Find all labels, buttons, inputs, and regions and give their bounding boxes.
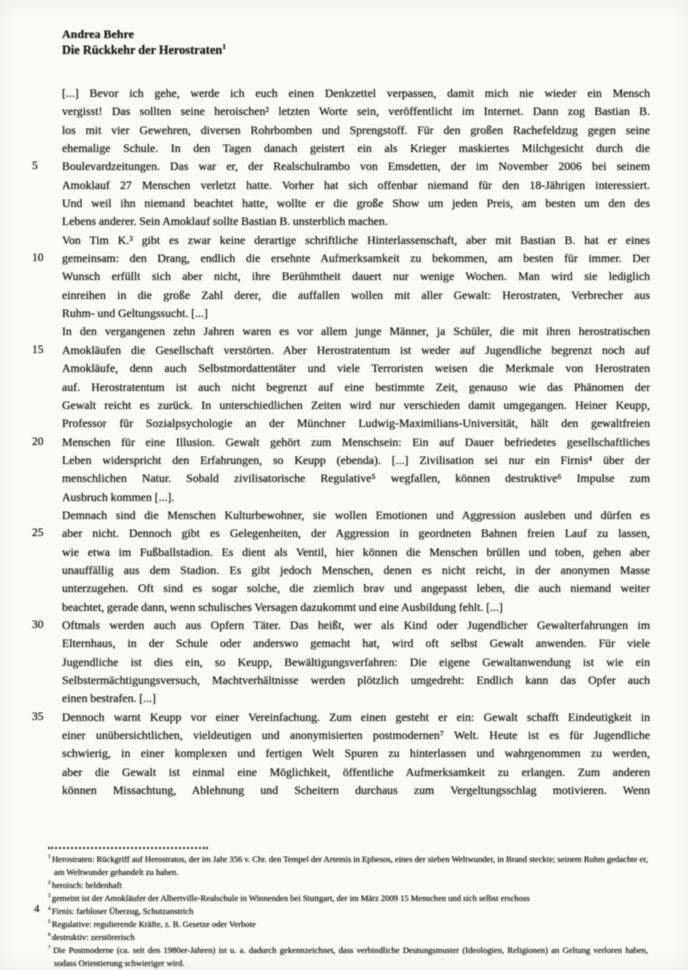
text-line-content: schwierig, in einer komplexen und fertigen Welt Spuren zu hinterlassen und wahrgenommen zu werden,	[62, 746, 650, 761]
text-line-content: Leben widerspricht den Erfahrungen, so Keupp (ebenda). [...] Zivilisation sei nur ein Firnis⁴ über der	[62, 452, 650, 467]
footnote-marker: 4	[48, 906, 52, 913]
text-line	[62, 414, 650, 432]
text-line	[62, 396, 650, 414]
author-name: Andrea Behre	[62, 27, 134, 41]
text-line-content: Ruhm- und Geltungssucht. [...]	[62, 306, 208, 321]
text-line-content: Ausbruch kommen [...].	[62, 489, 175, 504]
text-line-content: Menschen für eine Illusion. Gewalt gehört zum Menschsein: Ein auf Dauer befriedetes gesellschaftliches	[62, 434, 650, 449]
text-line-content: einen bestrafen. [...]	[62, 691, 156, 706]
footnote-item	[48, 944, 648, 970]
title-block	[62, 27, 226, 58]
line-number: 15	[32, 343, 44, 356]
text-line	[62, 102, 650, 120]
text-line	[62, 579, 650, 597]
text-line-content: Amoklauf 27 Menschen verletzt hatte. Vorher hat sich offenbar niemand für den 18-Jährigen interessiert.	[62, 177, 650, 192]
text-line-content: gemeinsam: den Drang, endlich die ersehnte Aufmerksamkeit zu bekommen, am besten für immer. Der	[62, 251, 650, 266]
text-line	[62, 286, 650, 304]
text-line-content: Jugendliche ist dies ein, so Keupp, Bewältigungsverfahren: Die eigene Gewaltanwendung ist wie ein	[62, 654, 650, 669]
text-line	[62, 359, 650, 377]
text-line	[32, 524, 650, 542]
text-line-content: unauffällig aus dem Stadion. Es gibt jedoch Menschen, denen es nicht reicht, in der anonymen Masse	[62, 562, 650, 577]
text-line	[62, 689, 650, 707]
text-line-content: Lebens anderer. Sein Amoklauf sollte Bastian B. unsterblich machen.	[62, 214, 388, 229]
text-line	[62, 121, 650, 139]
page-title-text: Die Rückkehr der Herostraten	[62, 43, 223, 57]
footnote-marker: 7	[48, 945, 54, 952]
footnote-separator	[48, 847, 208, 851]
text-line	[62, 231, 650, 249]
footnote-marker: 2	[48, 880, 52, 887]
text-line-content: Wunsch erfüllt sich aber nicht, ihre Berühmtheit dauert nur wenige Wochen. Man wird sie lediglich	[62, 269, 650, 284]
text-line	[62, 653, 650, 671]
text-line-content: Von Tim K.³ gibt es zwar keine derartige schriftliche Hinterlassenschaft, aber mit Bastian B. hat er eines	[62, 232, 650, 247]
text-line	[62, 451, 650, 469]
text-line-content: ehemalige Schule. In den Tagen danach geistert ein als Krieger maskiertes Milchgesicht durch die	[62, 141, 650, 156]
text-line	[32, 341, 650, 359]
text-line-content: Amokläufe, denn auch Selbstmordattentäter und viele Terroristen weisen die Merkmale von Herostraten	[62, 361, 650, 376]
text-line	[62, 267, 650, 285]
line-number: 25	[32, 527, 44, 540]
text-line	[62, 763, 650, 781]
page-title	[62, 42, 226, 58]
text-line-content: unterzugehen. Oft sind es sogar solche, die ziemlich brav und angepasst leben, die auch niemand weiter	[62, 581, 650, 596]
text-line-content: In den vergangenen zehn Jahren waren es vor allem junge Männer, ja Schüler, die mit ihren herostratischen	[62, 324, 650, 339]
footnote-marker: 3	[48, 893, 52, 900]
text-line-content: aber nicht. Dennoch gibt es Gelegenheiten, der Aggression in geordneten Bahnen freien Lauf zu lassen,	[62, 526, 650, 541]
footnote-text: Regulative: regulierende Kräfte, z. B. Gesetze oder Verbote	[51, 919, 256, 929]
footnote-text: destruktiv: zerstörerisch	[51, 932, 135, 942]
text-line	[62, 726, 650, 744]
text-line	[62, 378, 650, 396]
text-line-content: Professor für Sozialpsychologie an der Münchner Ludwig-Maximilians-Universität, hält den gewaltfreien	[62, 416, 650, 431]
text-line-content: einreihen in die große Zahl derer, die auffallen wollen mit aller Gewalt: Herostraten, Verbrecher aus	[62, 287, 650, 302]
text-line-content: Dennoch warnt Keupp vor einer Vereinfachung. Zum einen gesteht er ein: Gewalt schafft Eindeutigkeit in	[62, 709, 650, 724]
text-line	[32, 616, 650, 634]
body-text	[32, 84, 650, 799]
line-number: 5	[32, 160, 38, 173]
line-number: 10	[32, 252, 44, 265]
footnote-marker: 6	[48, 932, 52, 939]
text-line	[62, 561, 650, 579]
footnote-margin-number: 4	[34, 903, 40, 915]
text-line	[62, 322, 650, 340]
text-line	[62, 671, 650, 689]
text-line-content: Boulevardzeitungen. Das war er, der Realschulrambo von Emsdetten, der im November 2006 bei seinem	[62, 159, 650, 174]
line-number: 20	[32, 435, 44, 448]
text-line	[62, 634, 650, 652]
text-line-content: auf. Herostratentum ist auch nicht begrenzt auf eine bestimmte Zeit, genauso wie das Phänomen der	[62, 379, 650, 394]
line-number: 35	[32, 710, 44, 723]
footnote-item	[48, 905, 648, 918]
text-line	[62, 194, 650, 212]
text-line-content: Elternhaus, in der Schule oder anderswo gemacht hat, wird oft selbst Gewalt anwenden. Für viele	[62, 636, 650, 651]
text-line	[62, 598, 650, 616]
text-line	[32, 249, 650, 267]
footnote-marker: 1	[48, 854, 52, 861]
text-line-content: Selbstermächtigungsversuch, Machtverhältnisse werden plötzlich umgedreht: Endlich kann das Opfer auch	[62, 673, 650, 687]
text-line	[62, 488, 650, 506]
text-line-content: Und weil ihn niemand beachtet hatte, wollte er die große Show um jeden Preis, am besten um den des	[62, 196, 650, 211]
text-line	[32, 433, 650, 451]
footnote-text: Herostraten: Rückgriff auf Herostratos, der im Jahr 356 v. Chr. den Tempel der Artemis in Ephesos, eines der sieben Weltwunder, in Brand steckte; seinem Ruhm gedachte er, am Weltwunder gehandelt zu haben.	[51, 854, 648, 877]
text-line-content: Gewalt reicht es zurück. In unterschiedlichen Zeiten wird nur verschieden damit umgegangen. Heiner Keupp,	[62, 397, 650, 412]
title-footnote-marker: 1	[222, 41, 226, 51]
text-line	[62, 212, 650, 230]
footnote-item	[48, 879, 648, 892]
text-line-content: los mit vier Gewehren, diversen Rohrbomben und Sprengstoff. Für den großen Rachefeldzug gegen seine	[62, 122, 650, 137]
text-line-content: aber die Gewalt ist einmal eine Möglichkeit, öffentliche Aufmerksamkeit zu erlangen. Zum anderen	[62, 764, 650, 779]
text-line-content: einer unübersichtlichen, vieldeutigen und anonymisierten postmodernen⁷ Welt. Heute ist es für Jugendliche	[62, 728, 650, 743]
footnote-text: Die Postmoderne (ca. seit den 1980er-Jahren) ist u. a. dadurch gekennzeichnet, dass verbindliche Deutungsmuster (Ideologien, Religionen) an Geltung verloren haben, sodass Orientierung schwieriger wird.	[53, 945, 648, 968]
text-line	[32, 157, 650, 175]
text-line-content: wie etwa im Fußballstadion. Es dient als Ventil, hier können die Menschen brüllen und toben, gehen aber	[62, 544, 650, 559]
text-line	[62, 84, 650, 102]
text-line-content: menschlichen Natur. Sobald zivilisatorische Regulative⁵ wegfallen, können destruktive⁶ Impulse zum	[62, 471, 650, 486]
text-line-content: beachtet, gerade dann, wenn schulisches Versagen dazukommt und eine Ausbildung fehlt. [...]	[62, 599, 503, 614]
text-line	[62, 506, 650, 524]
footnotes-block	[48, 853, 648, 970]
text-line-content: können Missachtung, Ablehnung und Scheitern durchaus zum Vergeltungsschlag motivieren. Wenn	[62, 783, 650, 798]
line-number: 30	[32, 618, 44, 631]
text-line-content: Amokläufen die Gesellschaft verstörten. Aber Herostratentum ist weder auf Jugendliche begrenzt noch auf	[62, 342, 650, 357]
footnote-item	[48, 918, 648, 931]
text-line-content: vergisst! Das sollten seine heroischen² letzten Worte sein, veröffentlicht im Internet. Dann zog Bastian B.	[62, 104, 650, 119]
text-line-content: Oftmals werden auch aus Opfern Täter. Das heißt, wer als Kind oder Jugendlicher Gewalterfahrungen im	[62, 617, 650, 632]
text-line-content: [...] Bevor ich gehe, werde ich euch einen Denkzettel verpassen, damit mich nie wieder ein Mensch	[62, 86, 650, 100]
text-line	[62, 176, 650, 194]
footnote-marker: 5	[48, 919, 52, 926]
footnote-text: gemeint ist der Amokläufer der Albertville-Realschule in Winnenden bei Stuttgart, der im März 2009 15 Menschen und sich selbst erschoss	[51, 893, 530, 903]
footnote-text: Firnis: farbloser Überzug, Schutzanstrich	[51, 906, 194, 916]
text-line	[62, 543, 650, 561]
text-line	[62, 139, 650, 157]
text-line	[62, 744, 650, 762]
text-line	[62, 469, 650, 487]
footnote-text: heroisch: heldenhaft	[51, 880, 122, 890]
text-line	[62, 781, 650, 799]
footnote-item	[48, 892, 648, 905]
footnote-item	[48, 853, 648, 879]
footnote-item	[48, 931, 648, 944]
text-line-content: Demnach sind die Menschen Kulturbewohner, sie wollen Emotionen und Aggression ausleben und dürfen es	[62, 507, 650, 522]
text-line	[62, 304, 650, 322]
text-line	[32, 708, 650, 726]
